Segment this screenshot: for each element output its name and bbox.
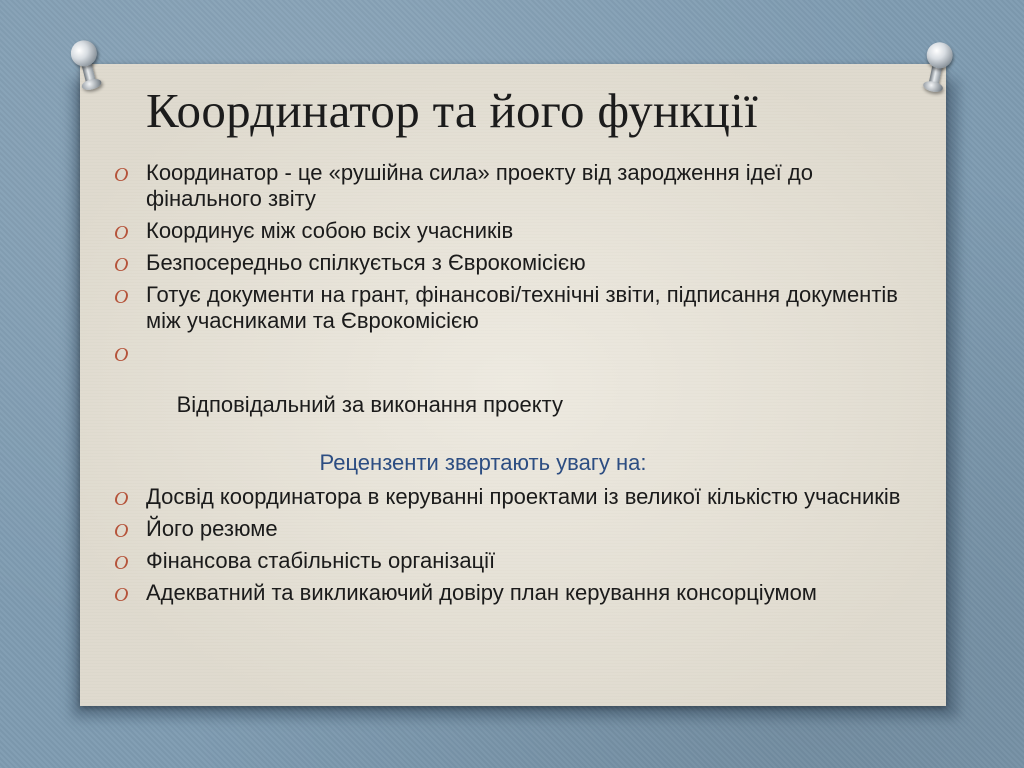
list-item-text: Координує між собою всіх учасників: [146, 218, 514, 243]
list-item-text: Досвід координатора в керуванні проектами із великої кількістю учасників: [146, 484, 901, 509]
bullet-icon: O: [114, 552, 129, 574]
bullet-icon: O: [114, 286, 129, 308]
pin-base: [922, 80, 944, 94]
bullet-icon: O: [114, 254, 129, 276]
list-item: [108, 580, 928, 606]
list-item: [108, 250, 928, 276]
list-item: [108, 218, 928, 244]
pin-head: [924, 40, 955, 71]
list-item-text: Координатор - це «рушійна сила» проекту від зародження ідеї до фінального звіту: [146, 160, 813, 211]
list-item-text: Фінансова стабільність організації: [146, 548, 496, 573]
list-item-text: Готує документи на грант, фінансові/технічні звіти, підписання документів між учасниками та Єврокомісією: [146, 282, 898, 333]
list-item: [108, 282, 928, 334]
bullet-icon: O: [114, 164, 129, 186]
list-item-text: Відповідальний за виконання проекту: [170, 392, 563, 417]
list-item: [108, 340, 928, 444]
pin-head: [68, 38, 100, 70]
bullet-icon: O: [114, 222, 129, 244]
list-item: [108, 548, 928, 574]
list-item: [108, 160, 928, 212]
bullet-icon: O: [114, 488, 129, 510]
bullet-icon: O: [114, 344, 129, 366]
list-item: [108, 516, 928, 542]
list-item-text: Адекватний та викликаючий довіру план керування консорціумом: [146, 580, 817, 605]
list-item: [108, 484, 928, 510]
bullet-icon: O: [114, 520, 129, 542]
reviewers-subheading: Рецензенти звертають увагу на:: [319, 450, 647, 475]
list-item-text: Безпосередньо спілкується з Єврокомісією: [146, 250, 586, 275]
list-item-text: Його резюме: [146, 516, 278, 541]
slide-title: Координатор та його функції: [146, 83, 758, 138]
pin-base: [81, 77, 103, 92]
bullet-icon: O: [114, 584, 129, 606]
slide-content: [108, 160, 928, 612]
